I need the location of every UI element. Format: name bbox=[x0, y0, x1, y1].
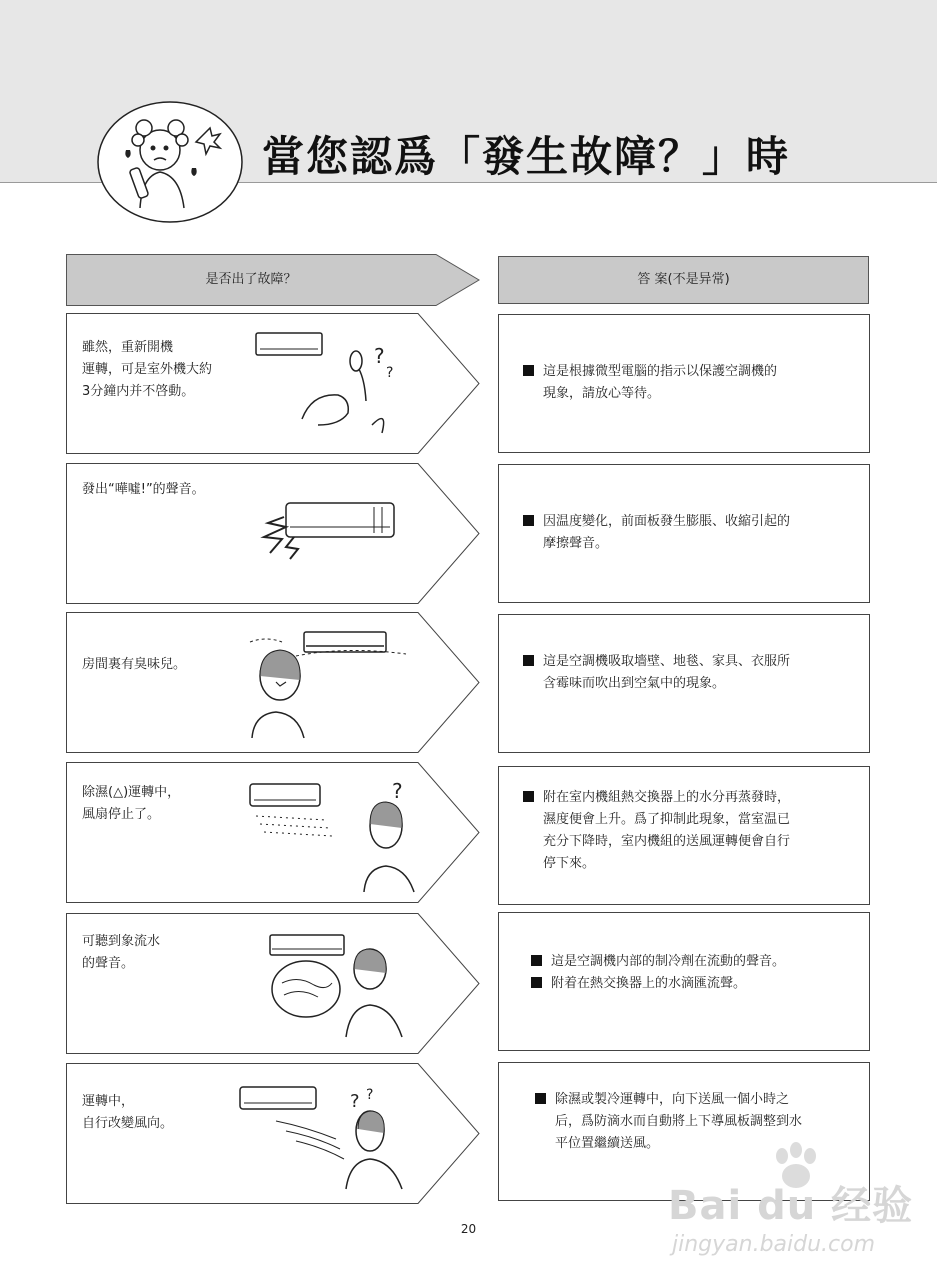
answer-item: 除濕或製冷運轉中，向下送風一個小時之 后，爲防滴水而自動將上下導風板調整到水 平位置繼續送風。 bbox=[535, 1089, 802, 1155]
question-header-label: 是否出了故障？ bbox=[205, 272, 297, 287]
answer-box bbox=[498, 614, 870, 753]
air-conditioner-icon bbox=[252, 329, 412, 439]
answer-item: 這是根據微型電腦的指示以保護空調機的 現象，請放心等待。 bbox=[523, 361, 777, 405]
answer-box bbox=[498, 766, 870, 905]
air-conditioner-icon bbox=[246, 626, 416, 742]
baidu-watermark bbox=[668, 1142, 928, 1272]
question-text: 發出“嘩噓!”的聲音。 bbox=[82, 482, 205, 497]
question-box bbox=[66, 463, 480, 604]
question-box bbox=[66, 913, 480, 1054]
black-square-bullet-icon bbox=[523, 655, 534, 666]
page-title: 當您認爲「發生故障？」時 bbox=[262, 132, 791, 181]
answer-item: 附在室内機組熱交換器上的水分再蒸發時， 濕度便會上升。爲了抑制此現象，當室温已 充分下降時，室内機組的送風運轉便會自行 停下來。 bbox=[523, 787, 790, 875]
question-header bbox=[66, 254, 480, 306]
question-box bbox=[66, 313, 480, 454]
answer-box bbox=[498, 464, 870, 603]
black-square-bullet-icon bbox=[523, 515, 534, 526]
svg-text:?: ? bbox=[392, 779, 403, 803]
page-number: 20 bbox=[460, 1222, 477, 1236]
black-square-bullet-icon bbox=[535, 1093, 546, 1104]
answer-item: 因温度變化，前面板發生膨脹、收縮引起的 摩擦聲音。 bbox=[523, 511, 790, 555]
answer-item: 這是空調機内部的制冷劑在流動的聲音。 bbox=[531, 951, 785, 973]
svg-text:?: ? bbox=[386, 365, 394, 381]
question-text: 房間裏有臭味兒。 bbox=[82, 657, 187, 672]
watermark-url: jingyan.baidu.com bbox=[672, 1232, 876, 1257]
svg-text:?: ? bbox=[366, 1087, 374, 1103]
answer-item: 附着在熱交換器上的水滴匯流聲。 bbox=[531, 973, 746, 995]
worried-person-icon bbox=[96, 98, 248, 224]
air-conditioner-icon bbox=[236, 1079, 416, 1191]
question-text: 除濕(△)運轉中， 風扇停止了。 bbox=[82, 785, 181, 822]
answer-item: 這是空調機吸取墻壁、地毯、家具、衣服所 含霉味而吹出到空氣中的現象。 bbox=[523, 651, 790, 695]
answer-box bbox=[498, 912, 870, 1051]
question-box bbox=[66, 762, 480, 903]
black-square-bullet-icon bbox=[531, 977, 542, 988]
air-conditioner-icon bbox=[262, 929, 412, 1039]
air-conditioner-icon bbox=[246, 776, 416, 896]
black-square-bullet-icon bbox=[531, 955, 542, 966]
answer-box bbox=[498, 314, 870, 453]
question-text: 運轉中， 自行改變風向。 bbox=[82, 1094, 174, 1131]
air-conditioner-icon bbox=[256, 497, 406, 567]
question-box bbox=[66, 1063, 480, 1204]
watermark-brand: Bai du 经验 bbox=[668, 1183, 914, 1229]
answer-header: 答 案(不是异常) bbox=[498, 256, 869, 304]
black-square-bullet-icon bbox=[523, 791, 534, 802]
question-text: 雖然，重新開機 運轉，可是室外機大約 3分鐘内并不啓動。 bbox=[82, 340, 213, 399]
question-box bbox=[66, 612, 480, 753]
svg-text:?: ? bbox=[374, 344, 385, 368]
question-text: 可聽到象流水 的聲音。 bbox=[82, 934, 161, 971]
svg-text:?: ? bbox=[350, 1091, 360, 1112]
black-square-bullet-icon bbox=[523, 365, 534, 376]
